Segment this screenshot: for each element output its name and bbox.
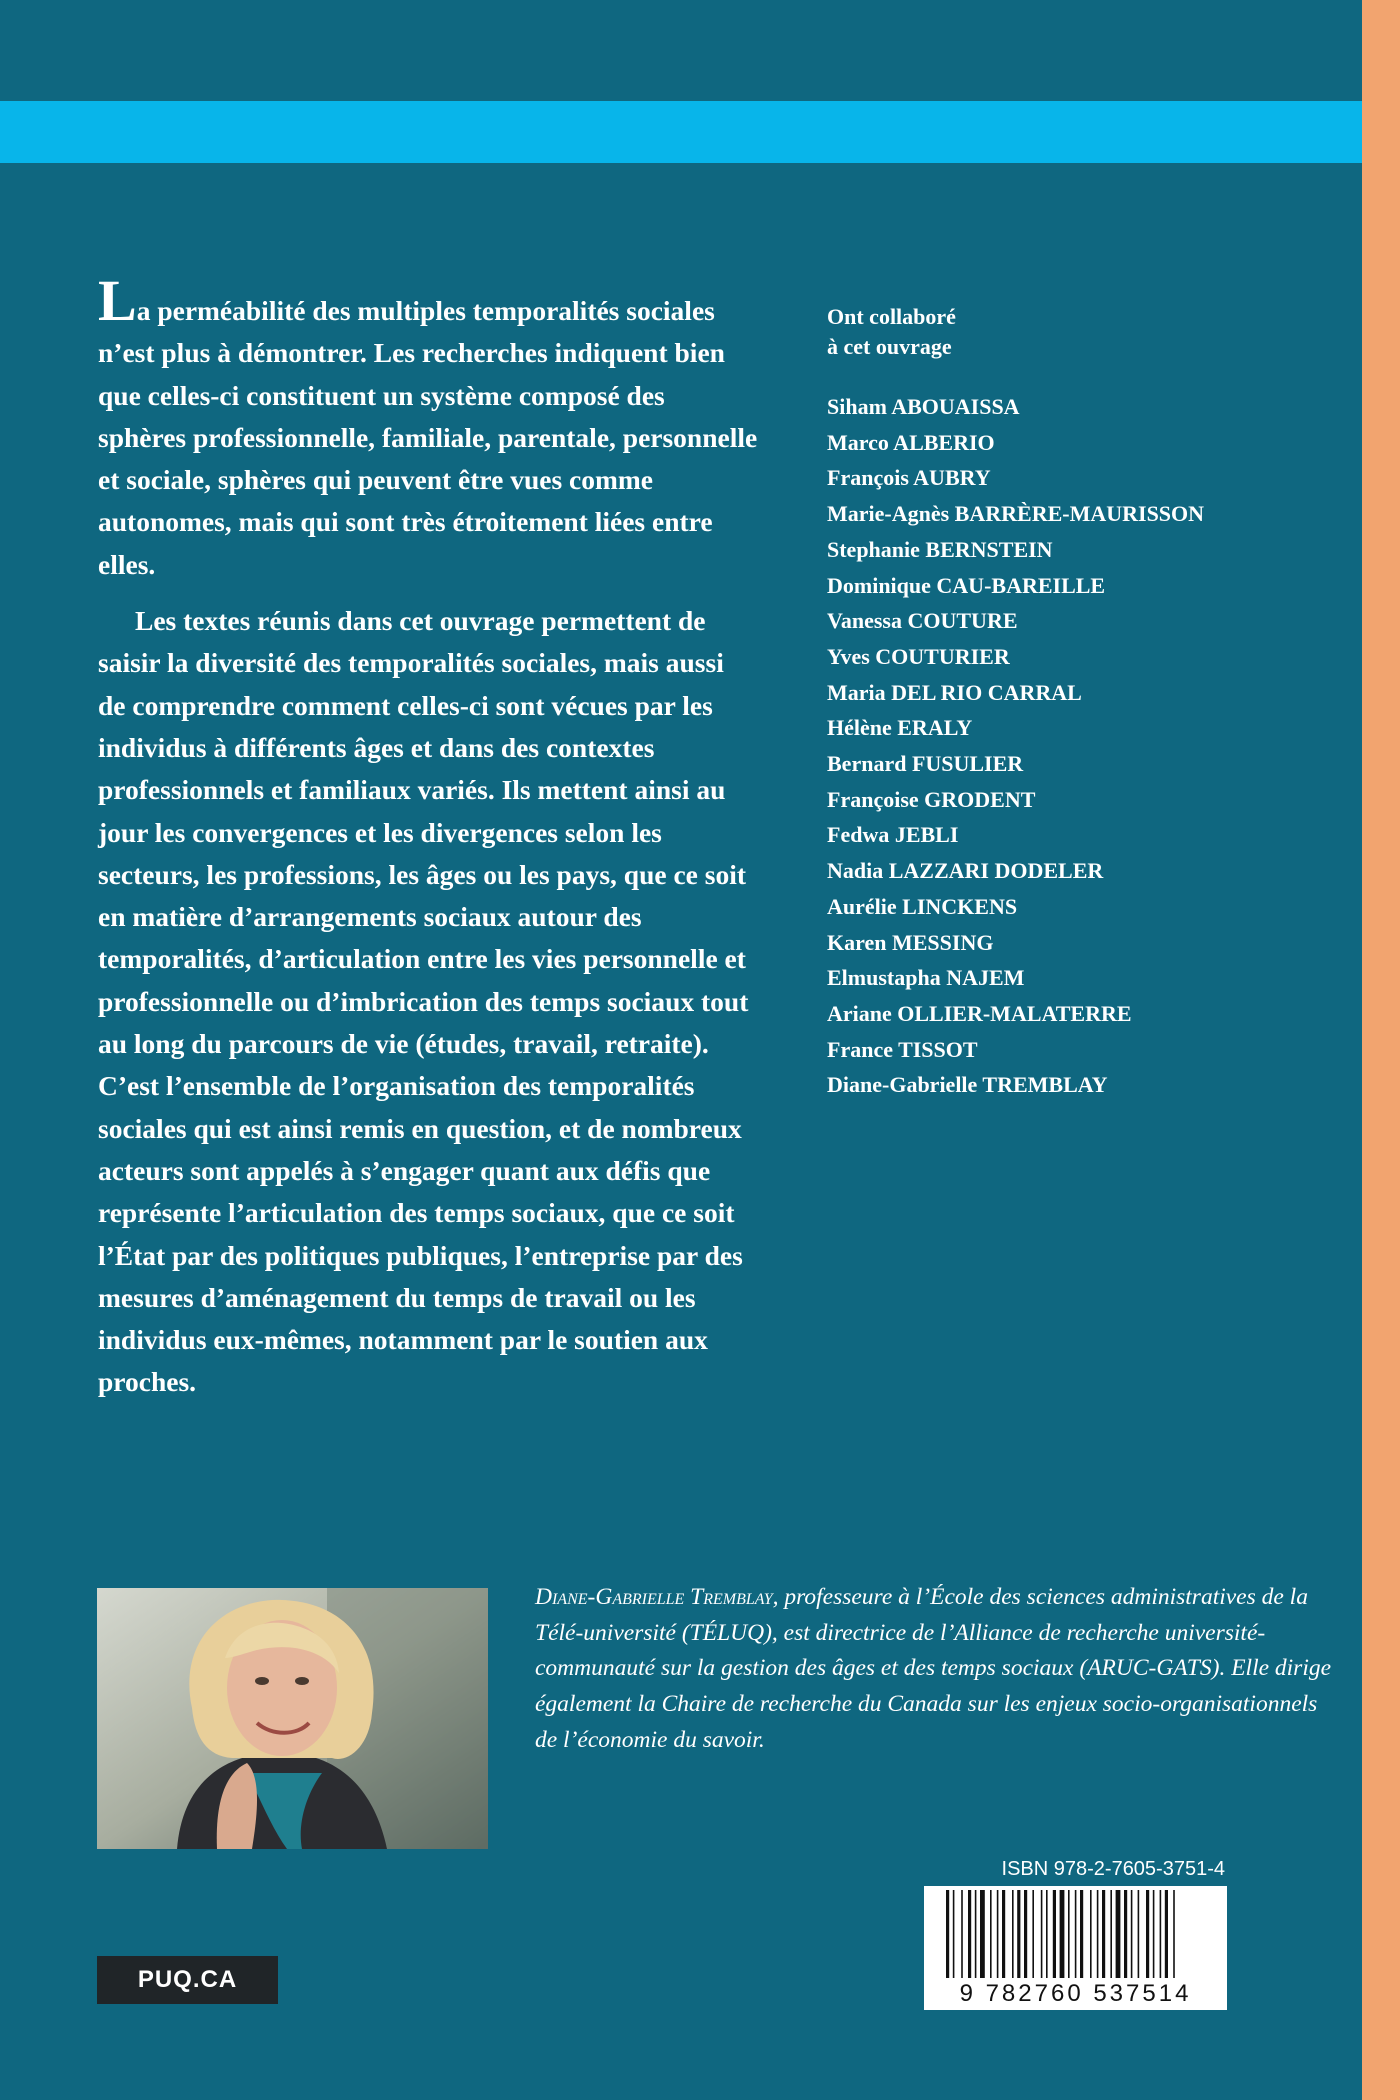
- barcode-bar: [1075, 1890, 1077, 1978]
- top-color-band: [0, 101, 1362, 163]
- contributor-name: Nadia LAZZARI DODELER: [827, 858, 1104, 884]
- barcode-bar: [1060, 1890, 1065, 1978]
- author-name: Diane-Gabrielle Tremblay: [535, 1584, 773, 1610]
- collaborators-heading-line-1: Ont collaboré: [827, 304, 956, 329]
- intro-paragraph-1: [98, 268, 758, 586]
- barcode-bar: [1046, 1890, 1048, 1978]
- barcode-bar: [1068, 1890, 1070, 1978]
- barcode-bar: [1012, 1890, 1014, 1978]
- contributor-name: Maria DEL RIO CARRAL: [827, 679, 1082, 705]
- barcode-bar: [1102, 1890, 1105, 1978]
- contributor-name: Dominique CAU-BAREILLE: [827, 572, 1106, 598]
- contributor-name: Karen MESSING: [827, 929, 994, 955]
- publisher-label: PUQ.CA: [97, 1956, 278, 2004]
- intro-paragraph-1-text: a perméabilité des multiples temporalités sociales n’est plus à démontrer. Les recherches indiquent bien que celles-ci constituent un système composé des sphères professionnelle, familiale, parentale, personnelle et sociale, sphères qui peuvent être vues comme autonomes, mais qui sont très étroitement liées entre elles.: [98, 295, 758, 580]
- barcode-bar: [1160, 1890, 1162, 1978]
- contributor-name: France TISSOT: [827, 1036, 978, 1062]
- author-portrait-icon: [97, 1588, 488, 1849]
- collaborators-section: [827, 302, 1347, 1103]
- isbn-label: ISBN 978-2-7605-3751-4: [1001, 1858, 1225, 1880]
- barcode-bar: [1097, 1890, 1099, 1978]
- contributor-name: Aurélie LINCKENS: [827, 893, 1018, 919]
- barcode-bars-icon: [924, 1886, 1227, 1982]
- contributor-list: [827, 389, 1347, 1103]
- author-bio: [535, 1580, 1345, 1759]
- barcode-bar: [990, 1890, 992, 1978]
- barcode-bar: [1131, 1890, 1133, 1978]
- collaborators-heading-line-2: à cet ouvrage: [827, 334, 952, 359]
- contributor-name: Elmustapha NAJEM: [827, 965, 1025, 991]
- barcode-digits: 9 782760 537514: [959, 1980, 1192, 2007]
- barcode-bar: [1002, 1890, 1005, 1978]
- barcode-bar: [1017, 1890, 1020, 1978]
- contributor-name: Marco ALBERIO: [827, 429, 995, 455]
- barcode-bar: [1041, 1890, 1043, 1978]
- barcode-bar: [975, 1890, 977, 1978]
- contributor-name: Bernard FUSULIER: [827, 751, 1024, 777]
- collaborators-heading: [827, 302, 1347, 362]
- barcode-bar: [1053, 1890, 1056, 1978]
- intro-text: [98, 268, 758, 1404]
- contributor-name: François AUBRY: [827, 465, 991, 491]
- barcode-bar: [1138, 1890, 1140, 1978]
- barcode-bar: [1024, 1890, 1027, 1978]
- barcode-bar: [953, 1890, 955, 1978]
- barcode-bar: [997, 1890, 999, 1978]
- contributor-name: Marie-Agnès BARRÈRE-MAURISSON: [827, 501, 1205, 527]
- contributor-name: Vanessa COUTURE: [827, 608, 1018, 634]
- intro-paragraph-2: Les textes réunis dans cet ouvrage permettent de saisir la diversité des temporalités sociales, mais aussi de comprendre comment celles-ci sont vécues par les individus à différents âges et dans des contextes professionnels et familiaux variés. Ils mettent ainsi au jour les convergences et les divergences selon les secteurs, les professions, les âges ou les pays, que ce soit en matière d’arrangements sociaux autour des temporalités, d’articulation entre les vies personnelle et professionnelle ou d’imbrication des temps sociaux tout au long du parcours de vie (études, travail, retraite). C’est l’ensemble de l’organisation des temporalités sociales qui est ainsi remis en question, et de nombreux acteurs sont appelés à s’engager quant aux défis que représente l’articulation des temps sociaux, que ce soit l’État par des politiques publiques, l’entreprise par des mesures d’aménagement du temps de travail ou les individus eux-mêmes, notamment par le soutien aux proches.: [98, 605, 749, 1398]
- contributor-name: Yves COUTURIER: [827, 643, 1010, 669]
- barcode-bar: [1124, 1890, 1127, 1978]
- contributor-name: Ariane OLLIER-MALATERRE: [827, 1000, 1132, 1026]
- barcode-bar: [1090, 1890, 1092, 1978]
- barcode-bar: [980, 1890, 985, 1978]
- contributor-name: Françoise GRODENT: [827, 786, 1036, 812]
- barcode-bar: [1173, 1890, 1175, 1978]
- contributor-name: Diane-Gabrielle TREMBLAY: [827, 1072, 1108, 1098]
- contributor-name: Hélène ERALY: [827, 715, 973, 741]
- right-edge-strip: [1362, 0, 1400, 2100]
- barcode-bar: [1080, 1890, 1083, 1978]
- contributor-name: Fedwa JEBLI: [827, 822, 959, 848]
- contributor-name: Stephanie BERNSTEIN: [827, 536, 1053, 562]
- author-bio-text: , professeure à l’École des sciences administratives de la Télé-université (TÉLUQ), est directrice de l’Alliance de recherche université-communauté sur la gestion des âges et des temps sociaux (ARUC-GATS). Elle dirige également la Chaire de recherche du Canada sur les enjeux socio-organisationnels de l’économie du savoir.: [535, 1584, 1332, 1753]
- barcode-bar: [968, 1890, 971, 1978]
- barcode-bar: [946, 1890, 949, 1978]
- barcode-bar: [1032, 1890, 1034, 1978]
- drop-cap: L: [98, 268, 137, 333]
- author-photo: [97, 1588, 488, 1849]
- barcode-bar: [961, 1890, 963, 1978]
- barcode: [924, 1886, 1227, 2010]
- barcode-bar: [1110, 1890, 1112, 1978]
- barcode-bar: [1153, 1890, 1155, 1978]
- barcode-bar: [1116, 1890, 1121, 1978]
- contributor-name: Siham ABOUAISSA: [827, 394, 1020, 419]
- barcode-bar: [1146, 1890, 1149, 1978]
- barcode-bar: [1165, 1890, 1168, 1978]
